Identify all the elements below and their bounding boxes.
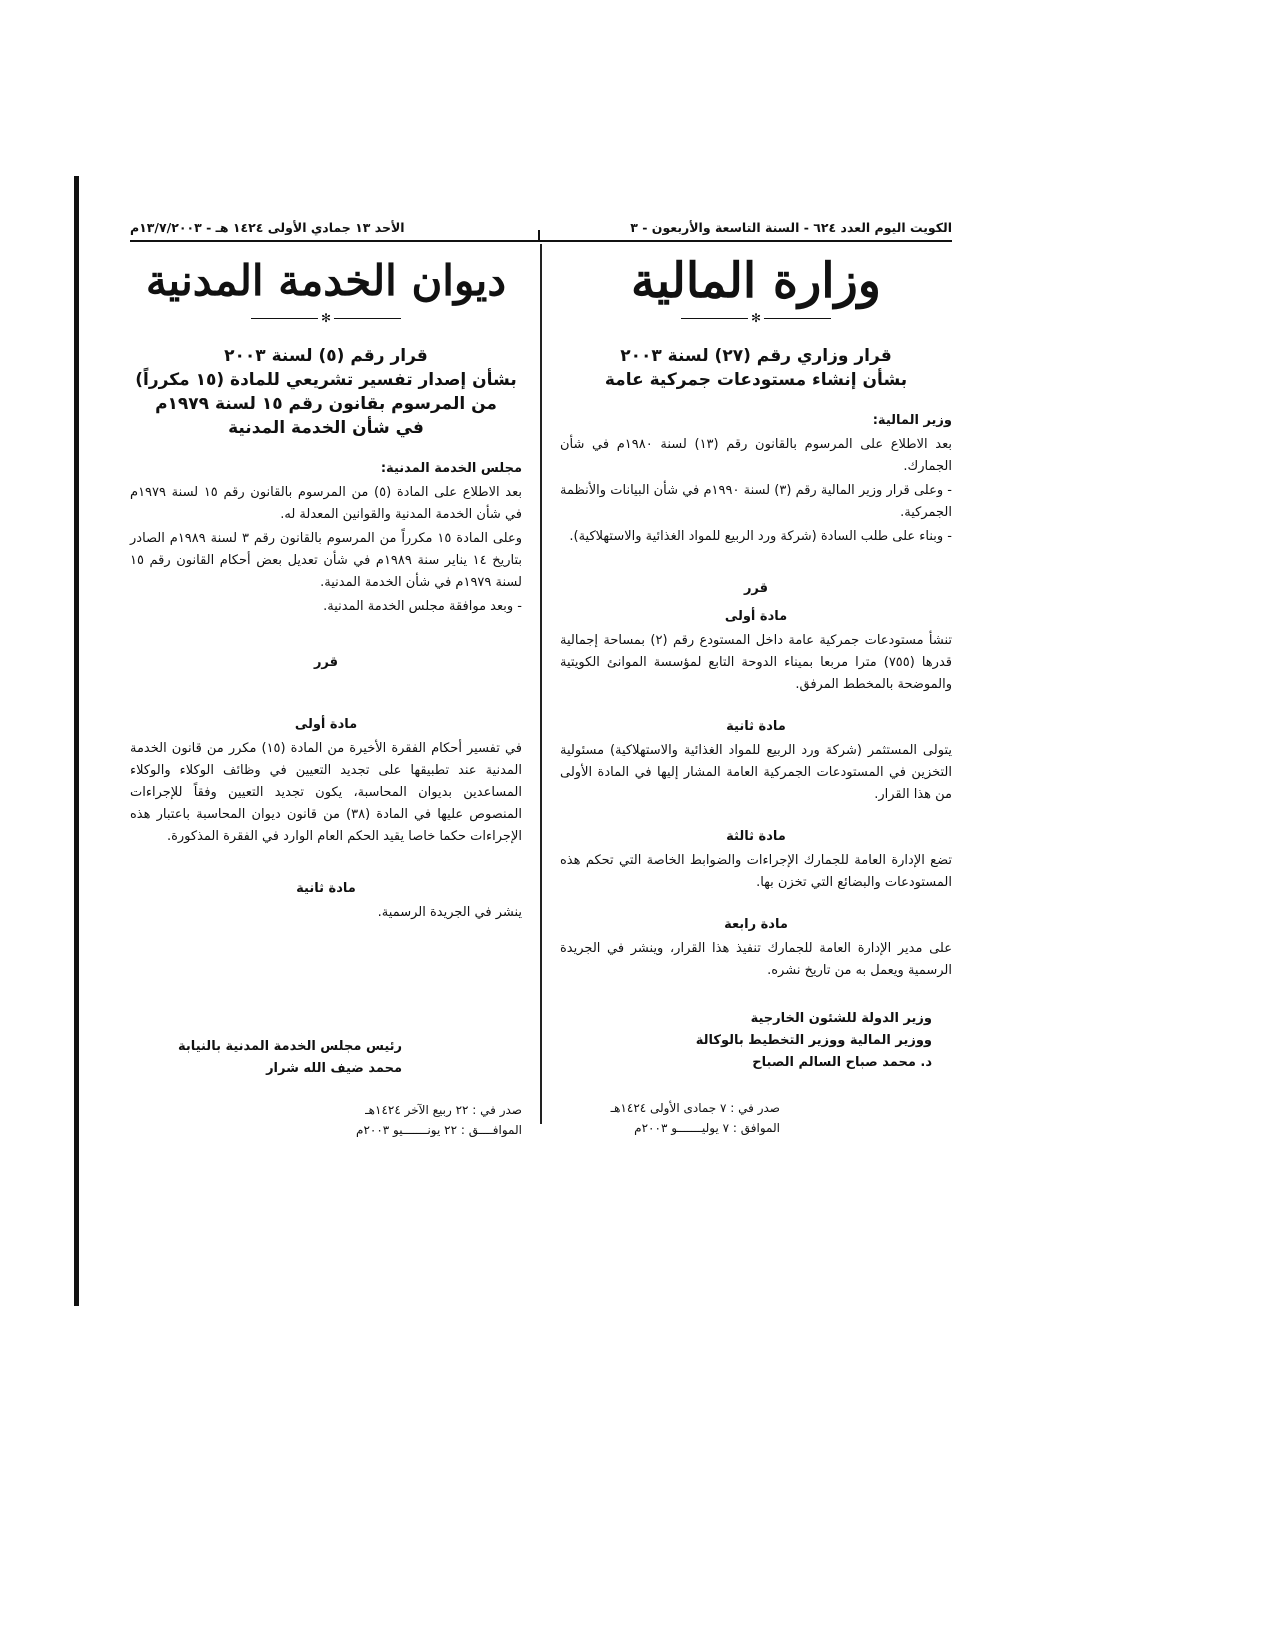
- ornament-star-icon: ✻: [318, 309, 334, 327]
- civil-article-2-heading: مادة ثانية: [296, 881, 356, 896]
- civil-preamble-2: وعلى المادة ١٥ مكرراً من المرسوم بالقانون رقم ٣ لسنة ١٩٨٩م الصادر بتاريخ ١٤ يناير سنة ١٩٨٩م في شأن تعديل بعض أحكام القانون رقم ١٥ لسنة ١٩٧٩م في شأن الخدمة المدنية.: [130, 531, 522, 590]
- finance-decided: قرر: [743, 581, 769, 596]
- finance-signature-block: [560, 1008, 952, 1074]
- civil-article-2-text: ينشر في الجريدة الرسمية.: [377, 905, 522, 920]
- finance-preamble-3: - وبناء على طلب السادة (شركة ورد الربيع للمواد الغذائية والاستهلاكية).: [569, 529, 952, 544]
- finance-article-2-text: يتولى المستثمر (شركة ورد الربيع للمواد الغذائية والاستهلاكية) مسئولية التخزين في المستودعات الجمركية العامة المشار إليها في المادة الأولى من هذا القرار.: [560, 743, 952, 802]
- finance-article-3-heading: مادة ثالثة: [726, 829, 786, 844]
- finance-date-block: [560, 1098, 952, 1138]
- civil-preamble-1: بعد الاطلاع على المادة (٥) من المرسوم بالقانون رقم ١٥ لسنة ١٩٧٩م في شأن الخدمة المدنية والقوانين المعدلة له.: [130, 485, 523, 522]
- finance-article-1-text: تنشأ مستودعات جمركية عامة داخل المستودع رقم (٢) بمساحة إجمالية قدرها (٧٥٥) مترا مربعا بميناء الدوحة التابع لمؤسسة الموانئ الكويتية والموضحة بالمخطط المرفق.: [560, 633, 953, 692]
- finance-article-3-text: تضع الإدارة العامة للجمارك الإجراءات والضوابط الخاصة التي تحكم هذه المستودعات والبضائع التي تخزن بها.: [560, 853, 952, 890]
- civil-title-2: بشأن إصدار تفسير تشريعي للمادة (١٥ مكرراً): [135, 370, 517, 390]
- finance-column: [560, 244, 952, 1138]
- finance-article-2-heading: مادة ثانية: [726, 719, 786, 734]
- finance-article-4-heading: مادة رابعة: [724, 917, 788, 932]
- ornament-divider: [251, 312, 401, 326]
- finance-issued-date-wrap: [580, 1098, 780, 1138]
- civil-issued-date: صدر في : ٢٢ ربيع الآخر ١٤٢٤هـ: [365, 1103, 522, 1117]
- finance-title-2: بشأن إنشاء مستودعات جمركية عامة: [604, 370, 908, 390]
- scan-edge-bar: [74, 176, 79, 1306]
- civil-corresponding-date: الموافــــق : ٢٢ يونـــــــيو ٢٠٠٣م: [356, 1123, 522, 1137]
- gazette-page: [130, 210, 952, 1290]
- civil-decided: قرر: [313, 655, 339, 670]
- header-tick: [538, 230, 540, 240]
- civil-signature-name: محمد ضيف الله شرار: [266, 1061, 402, 1076]
- finance-corresponding-date: الموافق : ٧ يوليـــــــو ٢٠٠٣م: [634, 1121, 780, 1135]
- finance-title-1: قرار وزاري رقم (٢٧) لسنة ٢٠٠٣: [620, 346, 892, 366]
- finance-signature-line-1: وزير الدولة للشئون الخارجية: [750, 1011, 932, 1026]
- civil-banner: ديوان الخدمة المدنية: [145, 256, 507, 305]
- civil-article-1-text: في تفسير أحكام الفقرة الأخيرة من المادة (١٥) مكرر من قانون الخدمة المدنية عند تطبيقها على تجديد التعيين في وظائف الوكلاء والوكلاء المساعدين بديوان المحاسبة، يكون تجديد التعيين وفقاً للإجراءات المنصوص عليها في المادة (٣٨) من قانون ديوان المحاسبة باعتبار هذه الإجراءات حكما خاصا يقيد الحكم العام الوارد في الفقرة المذكورة.: [130, 741, 522, 844]
- civil-column: [130, 244, 522, 1140]
- finance-article-4-text: على مدير الإدارة العامة للجمارك تنفيذ هذا القرار، وينشر في الجريدة الرسمية ويعمل به من تاريخ نشره.: [560, 941, 952, 978]
- civil-signature-block: [130, 1036, 522, 1080]
- finance-lead: وزير المالية:: [872, 413, 952, 428]
- ornament-star-icon: ✻: [748, 309, 764, 327]
- ornament-divider: [681, 312, 831, 326]
- finance-signature-line-2: ووزير المالية ووزير التخطيط بالوكالة: [695, 1033, 932, 1048]
- civil-article-1-heading: مادة أولى: [294, 717, 358, 732]
- civil-signature-title: رئيس مجلس الخدمة المدنية بالنيابة: [178, 1039, 402, 1054]
- finance-article-1-heading: مادة أولى: [724, 609, 788, 624]
- civil-preamble-3: - وبعد موافقة مجلس الخدمة المدنية.: [323, 599, 522, 614]
- page-header: [130, 218, 952, 242]
- civil-title-3: من المرسوم بقانون رقم ١٥ لسنة ١٩٧٩م: [155, 394, 497, 414]
- finance-issued-date: صدر في : ٧ جمادى الأولى ١٤٢٤هـ: [610, 1101, 780, 1115]
- column-divider: [540, 244, 542, 1124]
- header-issue: الكويت اليوم العدد ٦٢٤ - السنة التاسعة والأربعون - ٣: [630, 220, 952, 235]
- civil-title-1: قرار رقم (٥) لسنة ٢٠٠٣: [224, 346, 428, 366]
- finance-preamble-2: - وعلى قرار وزير المالية رقم (٣) لسنة ١٩٩٠م في شأن البيانات والأنظمة الجمركية.: [560, 483, 953, 520]
- civil-date-block: [130, 1100, 522, 1140]
- header-date: الأحد ١٣ جمادي الأولى ١٤٢٤ هـ - ١٣/٧/٢٠٠٣م: [130, 220, 405, 235]
- finance-preamble-1: بعد الاطلاع على المرسوم بالقانون رقم (١٣) لسنة ١٩٨٠م في شأن الجمارك.: [560, 437, 952, 474]
- finance-banner: وزارة المالية: [631, 253, 881, 309]
- finance-signature-name: د. محمد صباح السالم الصباح: [752, 1055, 932, 1070]
- civil-title-4: في شأن الخدمة المدنية: [228, 418, 424, 438]
- civil-lead: مجلس الخدمة المدنية:: [380, 461, 522, 476]
